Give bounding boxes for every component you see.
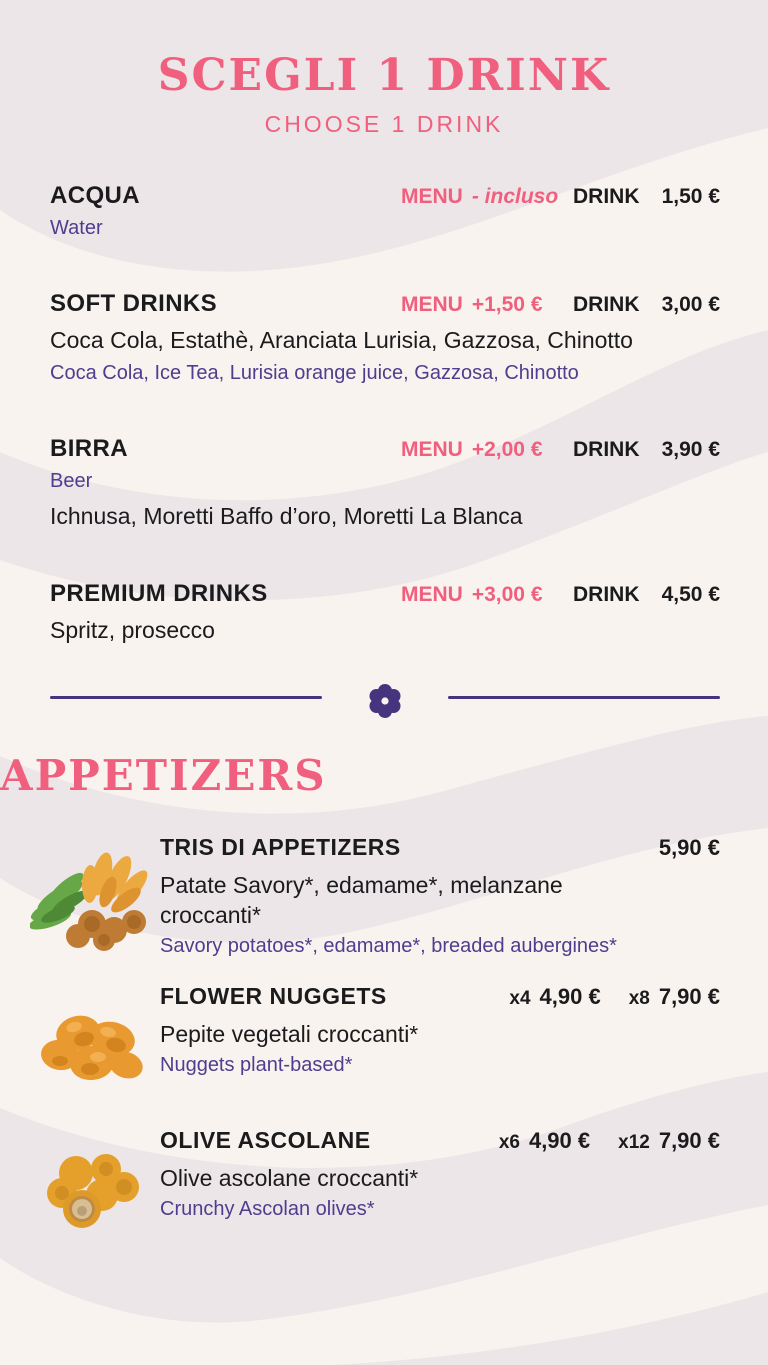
appetizer-name: FLOWER NUGGETS: [160, 983, 387, 1009]
price-option-1: [509, 984, 600, 1010]
price-option-1: [499, 1128, 590, 1154]
olive-ascolane-photo: [30, 1127, 160, 1244]
drink-price: [573, 185, 720, 209]
appetizer-price: 4,90 €: [539, 984, 601, 1009]
drink-row: [50, 435, 720, 463]
price-option-2: [629, 984, 720, 1010]
appetizer-description: Pepite vegetali croccanti*: [160, 1021, 419, 1047]
menu-value: +1,50 €: [471, 293, 543, 316]
menu-value: - incluso: [471, 185, 559, 208]
drink-price-value: 3,90 €: [661, 438, 720, 461]
appetizer-name: TRIS DI APPETIZERS: [160, 834, 401, 860]
appetizer-price: 5,90 €: [658, 835, 720, 860]
flower-nuggets-photo: [30, 983, 160, 1100]
appetizer-translation: Savory potatoes*, edamame*, breaded aubergines*: [160, 935, 617, 957]
appetizer-prices: [659, 835, 720, 861]
drink-price-value: 4,50 €: [661, 583, 720, 606]
appetizer-content: [160, 828, 720, 961]
drink-name: SOFT DRINKS: [50, 290, 218, 317]
drink-description: Coca Cola, Estathè, Aranciata Lurisia, Gazzosa, Chinotto: [50, 327, 633, 353]
drink-name: ACQUA: [50, 182, 140, 209]
appetizer-translation: Crunchy Ascolan olives*: [160, 1198, 375, 1220]
drink-price-value: 1,50 €: [661, 185, 720, 208]
appetizer-prices: [499, 1128, 720, 1154]
appetizer-price: 7,90 €: [658, 1128, 720, 1153]
drink-translation: Coca Cola, Ice Tea, Lurisia orange juice, Gazzosa, Chinotto: [50, 362, 579, 384]
drink-row: [50, 580, 720, 608]
menu-price: [401, 185, 573, 209]
appetizer-prices: [509, 984, 720, 1010]
appetizer-item-flower-nuggets: [30, 977, 720, 1105]
divider-line-left: [50, 696, 322, 699]
drink-price: [573, 293, 720, 317]
appetizer-item-tris: [30, 828, 720, 961]
appetizer-price: 4,90 €: [528, 1128, 591, 1153]
appetizer-content: [160, 977, 720, 1105]
drink-description: Ichnusa, Moretti Baffo d’oro, Moretti La Blanca: [50, 503, 523, 529]
drinks-section-title: SCEGLI 1 DRINK: [157, 50, 611, 101]
menu-label: MENU: [401, 293, 463, 316]
drink-label: DRINK: [573, 438, 640, 461]
quantity-label: x4: [509, 988, 531, 1009]
drink-price-value: 3,00 €: [661, 293, 720, 316]
price-option-2: [618, 1128, 720, 1154]
drinks-header: [0, 0, 768, 138]
menu-value: +3,00 €: [471, 583, 543, 606]
drink-row: [50, 182, 720, 210]
menu-price: [401, 438, 573, 462]
menu-label: MENU: [401, 438, 463, 461]
menu-price: [401, 583, 573, 607]
drink-item-birra: [50, 435, 720, 531]
appetizer-title-row: [160, 834, 720, 861]
appetizer-description: Patate Savory*, edamame*, melanzane croccanti*: [160, 872, 563, 928]
section-divider: [50, 673, 720, 721]
drink-description: Spritz, prosecco: [50, 617, 215, 643]
tris-appetizers-photo: [30, 828, 160, 961]
quantity-label: x8: [628, 988, 650, 1009]
quantity-label: x6: [498, 1132, 520, 1153]
drink-translation: Water: [50, 217, 103, 239]
drinks-list: [0, 182, 768, 645]
menu-label: MENU: [401, 185, 463, 208]
appetizer-title-row: [160, 983, 720, 1010]
drink-item-soft-drinks: [50, 290, 720, 386]
drink-price: [573, 583, 720, 607]
appetizer-content: [160, 1121, 720, 1249]
appetizer-translation: Nuggets plant-based*: [160, 1054, 353, 1076]
appetizers-list: [0, 828, 768, 1249]
drink-item-premium-drinks: [50, 580, 720, 645]
drink-label: DRINK: [573, 185, 640, 208]
menu-value: +2,00 €: [471, 438, 543, 461]
quantity-label: x12: [618, 1132, 650, 1153]
drink-translation: Beer: [50, 470, 93, 492]
flower-icon: [366, 681, 404, 721]
divider-line-right: [448, 696, 720, 699]
menu-label: MENU: [401, 583, 463, 606]
appetizer-item-olive-ascolane: [30, 1121, 720, 1249]
menu-price: [401, 293, 573, 317]
drink-label: DRINK: [573, 293, 640, 316]
drink-name: PREMIUM DRINKS: [50, 580, 268, 607]
drink-name: BIRRA: [50, 435, 128, 462]
appetizer-name: OLIVE ASCOLANE: [160, 1127, 371, 1153]
drink-row: [50, 290, 720, 318]
appetizer-description: Olive ascolane croccanti*: [160, 1165, 419, 1191]
appetizer-title-row: [160, 1127, 720, 1154]
drinks-section-subtitle: CHOOSE 1 DRINK: [264, 111, 504, 137]
appetizers-section-title: APPETIZERS: [0, 751, 327, 800]
appetizer-price: 7,90 €: [658, 984, 720, 1009]
drink-price: [573, 438, 720, 462]
drink-item-acqua: [50, 182, 720, 241]
drink-label: DRINK: [573, 583, 640, 606]
